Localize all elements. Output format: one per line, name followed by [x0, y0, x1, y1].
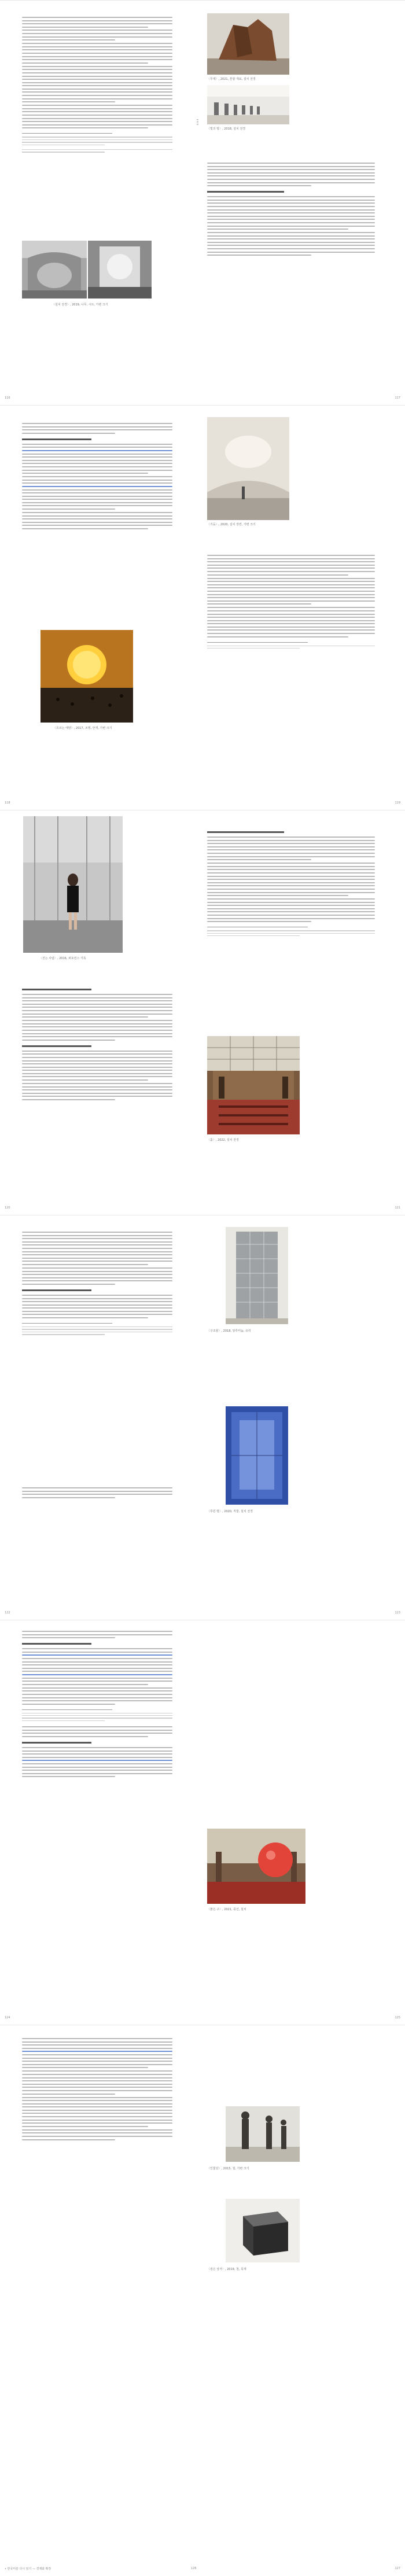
photo-rusted-sculpture	[207, 13, 289, 75]
text-column	[22, 1631, 172, 1779]
photo-grand-hall	[207, 1036, 300, 1134]
caption: 〈구조물〉, 2018, 알루미늄, 유리	[207, 1329, 251, 1333]
page-right	[203, 1620, 405, 2025]
page-right	[203, 406, 405, 810]
page-number: 122	[5, 1611, 10, 1615]
photo-orange-sun	[41, 630, 133, 723]
photo-standing-figures	[226, 2106, 300, 2162]
page-number: 126	[191, 2567, 197, 2570]
page-number: 124	[5, 2016, 10, 2019]
photo-gallery-corridor	[207, 85, 289, 124]
page-right	[203, 810, 405, 1215]
page-number: 117	[395, 396, 400, 400]
caption: 〈인물상〉, 2015, 철, 가변 크기	[207, 2167, 249, 2170]
caption: 〈무제〉, 2021, 혼합 재료, 설치 전경	[207, 78, 256, 81]
text-column	[207, 827, 375, 938]
photo-walking-woman	[23, 816, 123, 953]
page-number: 121	[395, 1206, 400, 1210]
page-number: 125	[395, 2016, 400, 2019]
text-column	[207, 163, 375, 258]
caption: 〈푸른 방〉, 2020, 직물, 설치 전경	[207, 1510, 253, 1513]
spread-1	[0, 0, 405, 406]
text-column	[22, 423, 172, 532]
page-left	[0, 810, 203, 1215]
page-right	[203, 2025, 405, 2576]
caption: 〈검은 상자〉, 2019, 철, 목재	[207, 2268, 246, 2271]
spread-4	[0, 1215, 405, 1620]
page-number: 123	[395, 1611, 400, 1615]
spread-5	[0, 1620, 405, 2025]
page-right	[203, 1, 405, 406]
page-number: 127	[395, 2567, 400, 2570]
caption: 〈홀〉, 2022, 설치 전경	[207, 1138, 239, 1142]
photo-black-box-sculpture	[226, 2199, 300, 2262]
photo-interior-gallery	[22, 241, 87, 298]
photo-blue-room	[226, 1406, 288, 1505]
page-left	[0, 1, 203, 406]
running-footer: • 한국미술 다시 읽기 — 경계와 확장	[5, 2567, 51, 2571]
caption: 〈기둥〉, 2020, 설치 장면, 가변 크기	[207, 523, 256, 526]
page-right	[203, 1215, 405, 1620]
text-column	[22, 2038, 172, 2143]
text-column	[22, 984, 172, 1103]
text-column-lower	[22, 1487, 172, 1501]
text-column	[22, 1232, 172, 1337]
page-number: 120	[5, 1206, 10, 1210]
spread-2	[0, 405, 405, 810]
text-column	[207, 555, 375, 650]
spread-6	[0, 2025, 405, 2576]
page-number: 116	[5, 396, 10, 400]
page-left	[0, 1215, 203, 1620]
page-number: 118	[5, 801, 10, 805]
caption: 〈빛의 방〉, 2018, 설치 전경	[207, 127, 246, 131]
caption: 〈설치 전경〉, 2019, 나무, 시트, 가변 크기	[52, 303, 108, 307]
photo-tower-structure	[226, 1227, 288, 1324]
text-column	[22, 17, 172, 154]
caption: 〈걷는 사람〉, 2016, 퍼포먼스 기록	[39, 957, 86, 960]
margin-ticks	[197, 119, 198, 126]
photo-interior-gallery-svg	[22, 241, 87, 298]
page-left	[0, 1620, 203, 2025]
spread-3	[0, 810, 405, 1215]
photo-red-balloon-hall	[207, 1829, 305, 1904]
photo-light-room	[207, 417, 289, 520]
page-number: 119	[395, 801, 400, 805]
page-left	[0, 406, 203, 810]
caption: 〈붉은 구〉, 2021, 풍선, 설치	[207, 1908, 246, 1911]
page-left	[0, 2025, 203, 2576]
caption: 〈흐르는 태양〉, 2017, 조명, 안개, 가변 크기	[53, 727, 112, 730]
photo-interior-gallery-2	[88, 241, 152, 298]
